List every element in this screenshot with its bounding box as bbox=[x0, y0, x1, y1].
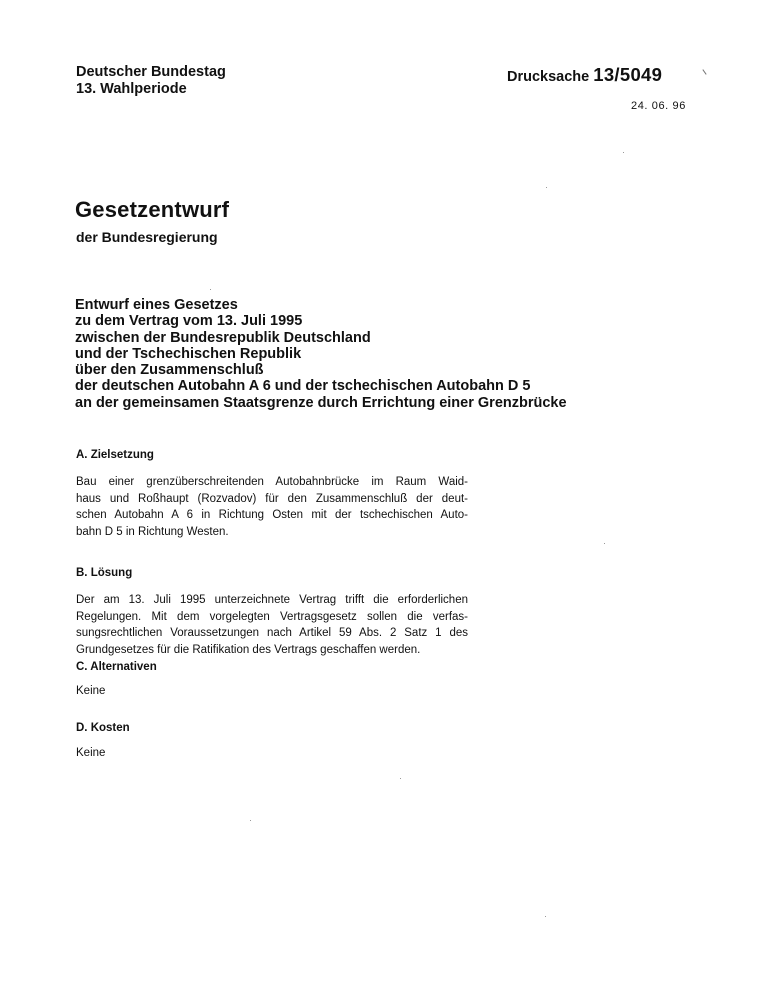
doc-number: 13/5049 bbox=[593, 64, 663, 85]
electoral-period: 13. Wahlperiode bbox=[76, 81, 187, 97]
header-left bbox=[76, 64, 226, 98]
law-title-line: zu dem Vertrag vom 13. Juli 1995 bbox=[75, 313, 303, 330]
doc-label: Drucksache bbox=[507, 69, 590, 85]
law-title-line: und der Tschechischen Republik bbox=[75, 345, 302, 362]
section-b-body bbox=[76, 592, 468, 658]
law-title-line: Entwurf eines Gesetzes bbox=[75, 297, 238, 313]
section-d-text: Keine bbox=[76, 747, 106, 759]
scan-speck bbox=[604, 543, 605, 544]
page-subtitle: der Bundesregierung bbox=[76, 229, 218, 245]
document-date: 24. 06. 96 bbox=[631, 100, 686, 112]
law-title-line: zwischen der Bundesrepublik Deutschland bbox=[75, 329, 371, 346]
scan-speck bbox=[546, 187, 547, 188]
scan-speck bbox=[623, 152, 624, 153]
section-c-text: Keine bbox=[76, 685, 106, 697]
scan-speck bbox=[210, 289, 211, 290]
section-a-line: haus und Roßhaupt (Rozvadov) für den Zusammenschluß der deut- bbox=[76, 492, 468, 505]
law-title-line: der deutschen Autobahn A 6 und der tschechischen Autobahn D 5 bbox=[75, 378, 531, 395]
law-title-line: über den Zusammenschluß bbox=[75, 362, 264, 379]
section-a-line: schen Autobahn A 6 in Richtung Osten mit der tschechischen Auto- bbox=[76, 509, 468, 521]
scan-speck bbox=[400, 778, 401, 779]
scan-mark bbox=[702, 69, 706, 74]
section-c-heading: C. Alternativen bbox=[76, 661, 157, 673]
section-a-heading: A. Zielsetzung bbox=[76, 449, 154, 461]
scan-speck bbox=[250, 820, 251, 821]
section-b-line: Grundgesetzes für die Ratifikation des Vertrags geschaffen werden. bbox=[76, 643, 421, 656]
section-a-line: bahn D 5 in Richtung Westen. bbox=[76, 525, 229, 538]
section-b-line: Der am 13. Juli 1995 unterzeichnete Vertrag trifft die erforderlichen bbox=[76, 594, 468, 606]
section-a-line: Bau einer grenzüberschreitenden Autobahnbrücke im Raum Waid- bbox=[76, 476, 468, 488]
section-b-line: Regelungen. Mit dem vorgelegten Vertragsgesetz sollen die verfas- bbox=[76, 610, 468, 623]
section-d-heading: D. Kosten bbox=[76, 722, 130, 734]
section-b-heading: B. Lösung bbox=[76, 567, 133, 579]
law-title-line: an der gemeinsamen Staatsgrenze durch Errichtung einer Grenzbrücke bbox=[75, 394, 567, 411]
section-a-body bbox=[76, 474, 468, 540]
document-number bbox=[507, 64, 662, 86]
institution-name: Deutscher Bundestag bbox=[76, 64, 226, 80]
scan-speck bbox=[545, 916, 546, 917]
law-title bbox=[75, 297, 567, 411]
section-b-line: sungsrechtlichen Voraussetzungen nach Artikel 59 Abs. 2 Satz 1 des bbox=[76, 627, 468, 639]
page-title: Gesetzentwurf bbox=[75, 197, 230, 222]
